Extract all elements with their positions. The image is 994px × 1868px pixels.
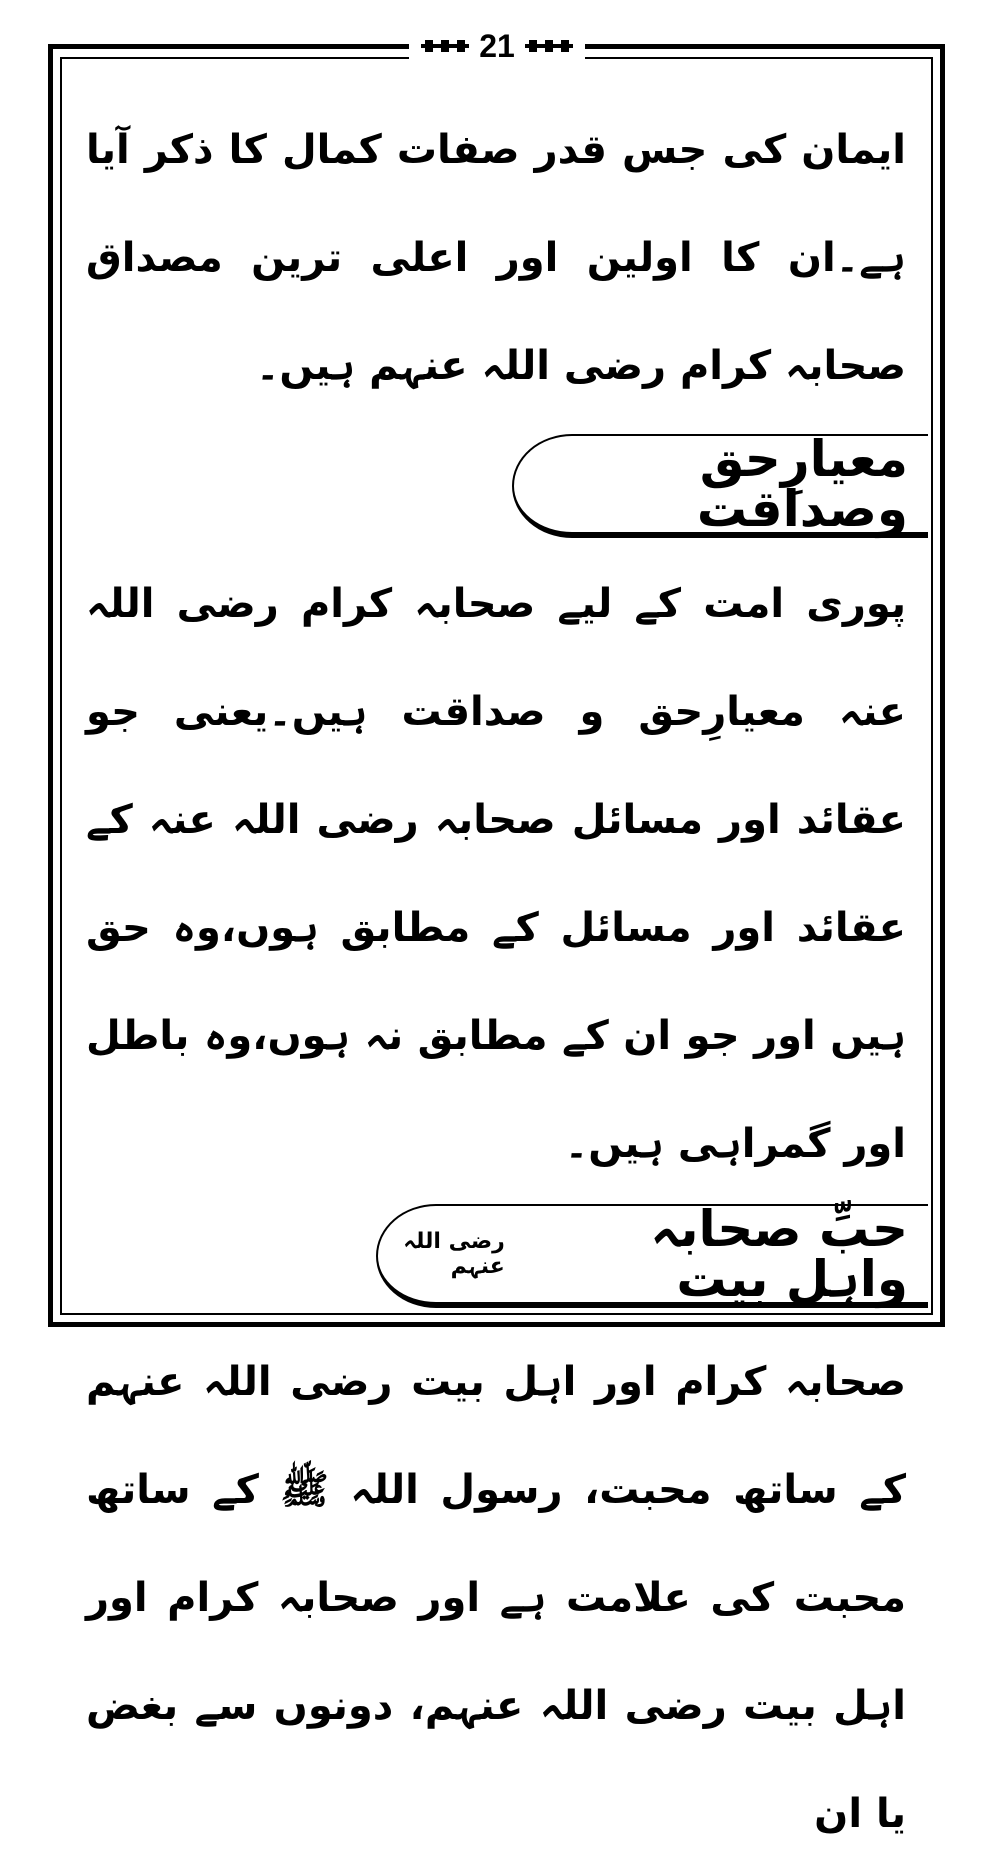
- standard-paragraph: پوری امت کے لیے صحابہ کرام رضی اللہ عنہ معیارِحق و صداقت ہیں۔یعنی جو عقائد اور مسائل صحابہ رضی اللہ عنہ کے عقائد اور مسائل کے مطابق ہوں،وہ حق ہیں اور جو ان کے مطابق نہ ہوں،وہ باطل اور گمراہی ہیں۔: [86, 581, 906, 1167]
- page-number: 21: [479, 28, 515, 64]
- page-number-box: [409, 26, 585, 66]
- left-ornament-icon: [421, 40, 469, 52]
- heading-standard-text: معیارِحق وصداقت: [696, 430, 908, 538]
- love-paragraph: صحابہ کرام اور اہل بیت رضی اللہ عنہم کے ساتھ محبت، رسول اللہ ﷺ کے ساتھ محبت کی علامت ہے اور صحابہ کرام اور اہل بیت رضی اللہ عنہم، دونوں سے بغض یا ان: [86, 1359, 906, 1837]
- section-heading-love: [376, 1200, 928, 1308]
- intro-paragraph: ایمان کی جس قدر صفات کمال کا ذکر آیا ہے۔ان کا اولین اور اعلی ترین مصداق صحابہ کرام رضی اللہ عنہم ہیں۔: [86, 127, 906, 389]
- page-content: [76, 96, 916, 1868]
- heading-love-suffix: رضی اللہ عنہم: [403, 1229, 505, 1279]
- heading-love-text: حبِّ صحابہ واہل بیت: [650, 1200, 908, 1308]
- page-header: [0, 26, 994, 66]
- section-heading-standard: [512, 430, 928, 538]
- right-ornament-icon: [525, 40, 573, 52]
